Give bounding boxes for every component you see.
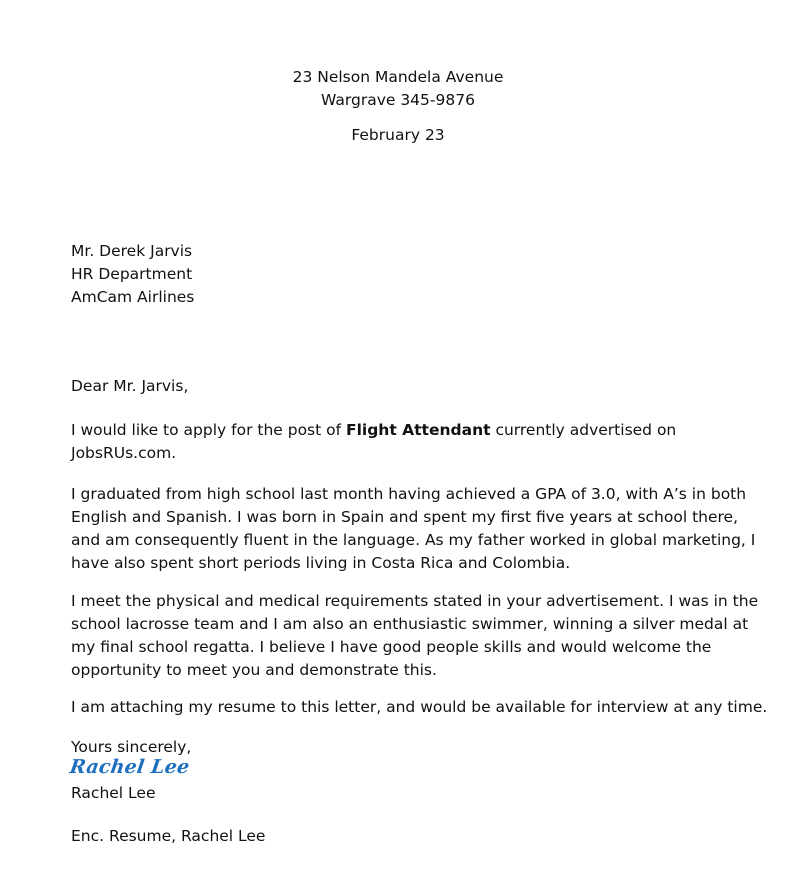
recipient-department: HR Department bbox=[71, 265, 193, 283]
handwritten-signature: Rachel Lee bbox=[68, 756, 191, 778]
paragraph-line: I graduated from high school last month having achieved a GPA of 3.0, with A’s in both bbox=[71, 485, 747, 503]
recipient-address bbox=[71, 240, 194, 309]
paragraph-qualifications bbox=[71, 590, 759, 682]
intro-text-end: currently advertised on bbox=[490, 421, 677, 439]
paragraph-line: I am attaching my resume to this letter, and would be available for interview at any time. bbox=[71, 698, 768, 716]
recipient-company: AmCam Airlines bbox=[71, 288, 195, 306]
sender-address-line: 23 Nelson Mandela Avenue bbox=[292, 68, 504, 86]
salutation: Dear Mr. Jarvis, bbox=[71, 377, 189, 395]
letter-date: February 23 bbox=[351, 126, 445, 144]
recipient-name: Mr. Derek Jarvis bbox=[71, 242, 193, 260]
paragraph-attachment bbox=[71, 696, 768, 719]
paragraph-line: I meet the physical and medical requirements stated in your advertisement. I was in the bbox=[71, 592, 759, 610]
enclosure-note: Enc. Resume, Rachel Lee bbox=[71, 827, 266, 845]
closing: Yours sincerely, bbox=[71, 738, 192, 756]
paragraph-line: my final school regatta. I believe I have good people skills and would welcome the bbox=[71, 638, 712, 656]
paragraph-line: and am consequently fluent in the language. As my father worked in global marketing, I bbox=[71, 531, 756, 549]
paragraph-line: opportunity to meet you and demonstrate this. bbox=[71, 661, 437, 679]
paragraph-intro bbox=[71, 419, 731, 465]
paragraph-line bbox=[71, 419, 731, 442]
sender-address bbox=[0, 66, 796, 112]
sender-address-line: Wargrave 345-9876 bbox=[321, 91, 475, 109]
paragraph-line: English and Spanish. I was born in Spain and spent my first five years at school there, bbox=[71, 508, 738, 526]
paragraph-line: have also spent short periods living in Costa Rica and Colombia. bbox=[71, 554, 571, 572]
intro-text: I would like to apply for the post of bbox=[71, 421, 346, 439]
paragraph-line: JobsRUs.com. bbox=[71, 444, 177, 462]
paragraph-line: school lacrosse team and I am also an enthusiastic swimmer, winning a silver medal at bbox=[71, 615, 749, 633]
printed-name: Rachel Lee bbox=[71, 784, 156, 802]
paragraph-education bbox=[71, 483, 756, 575]
job-title: Flight Attendant bbox=[346, 421, 491, 439]
